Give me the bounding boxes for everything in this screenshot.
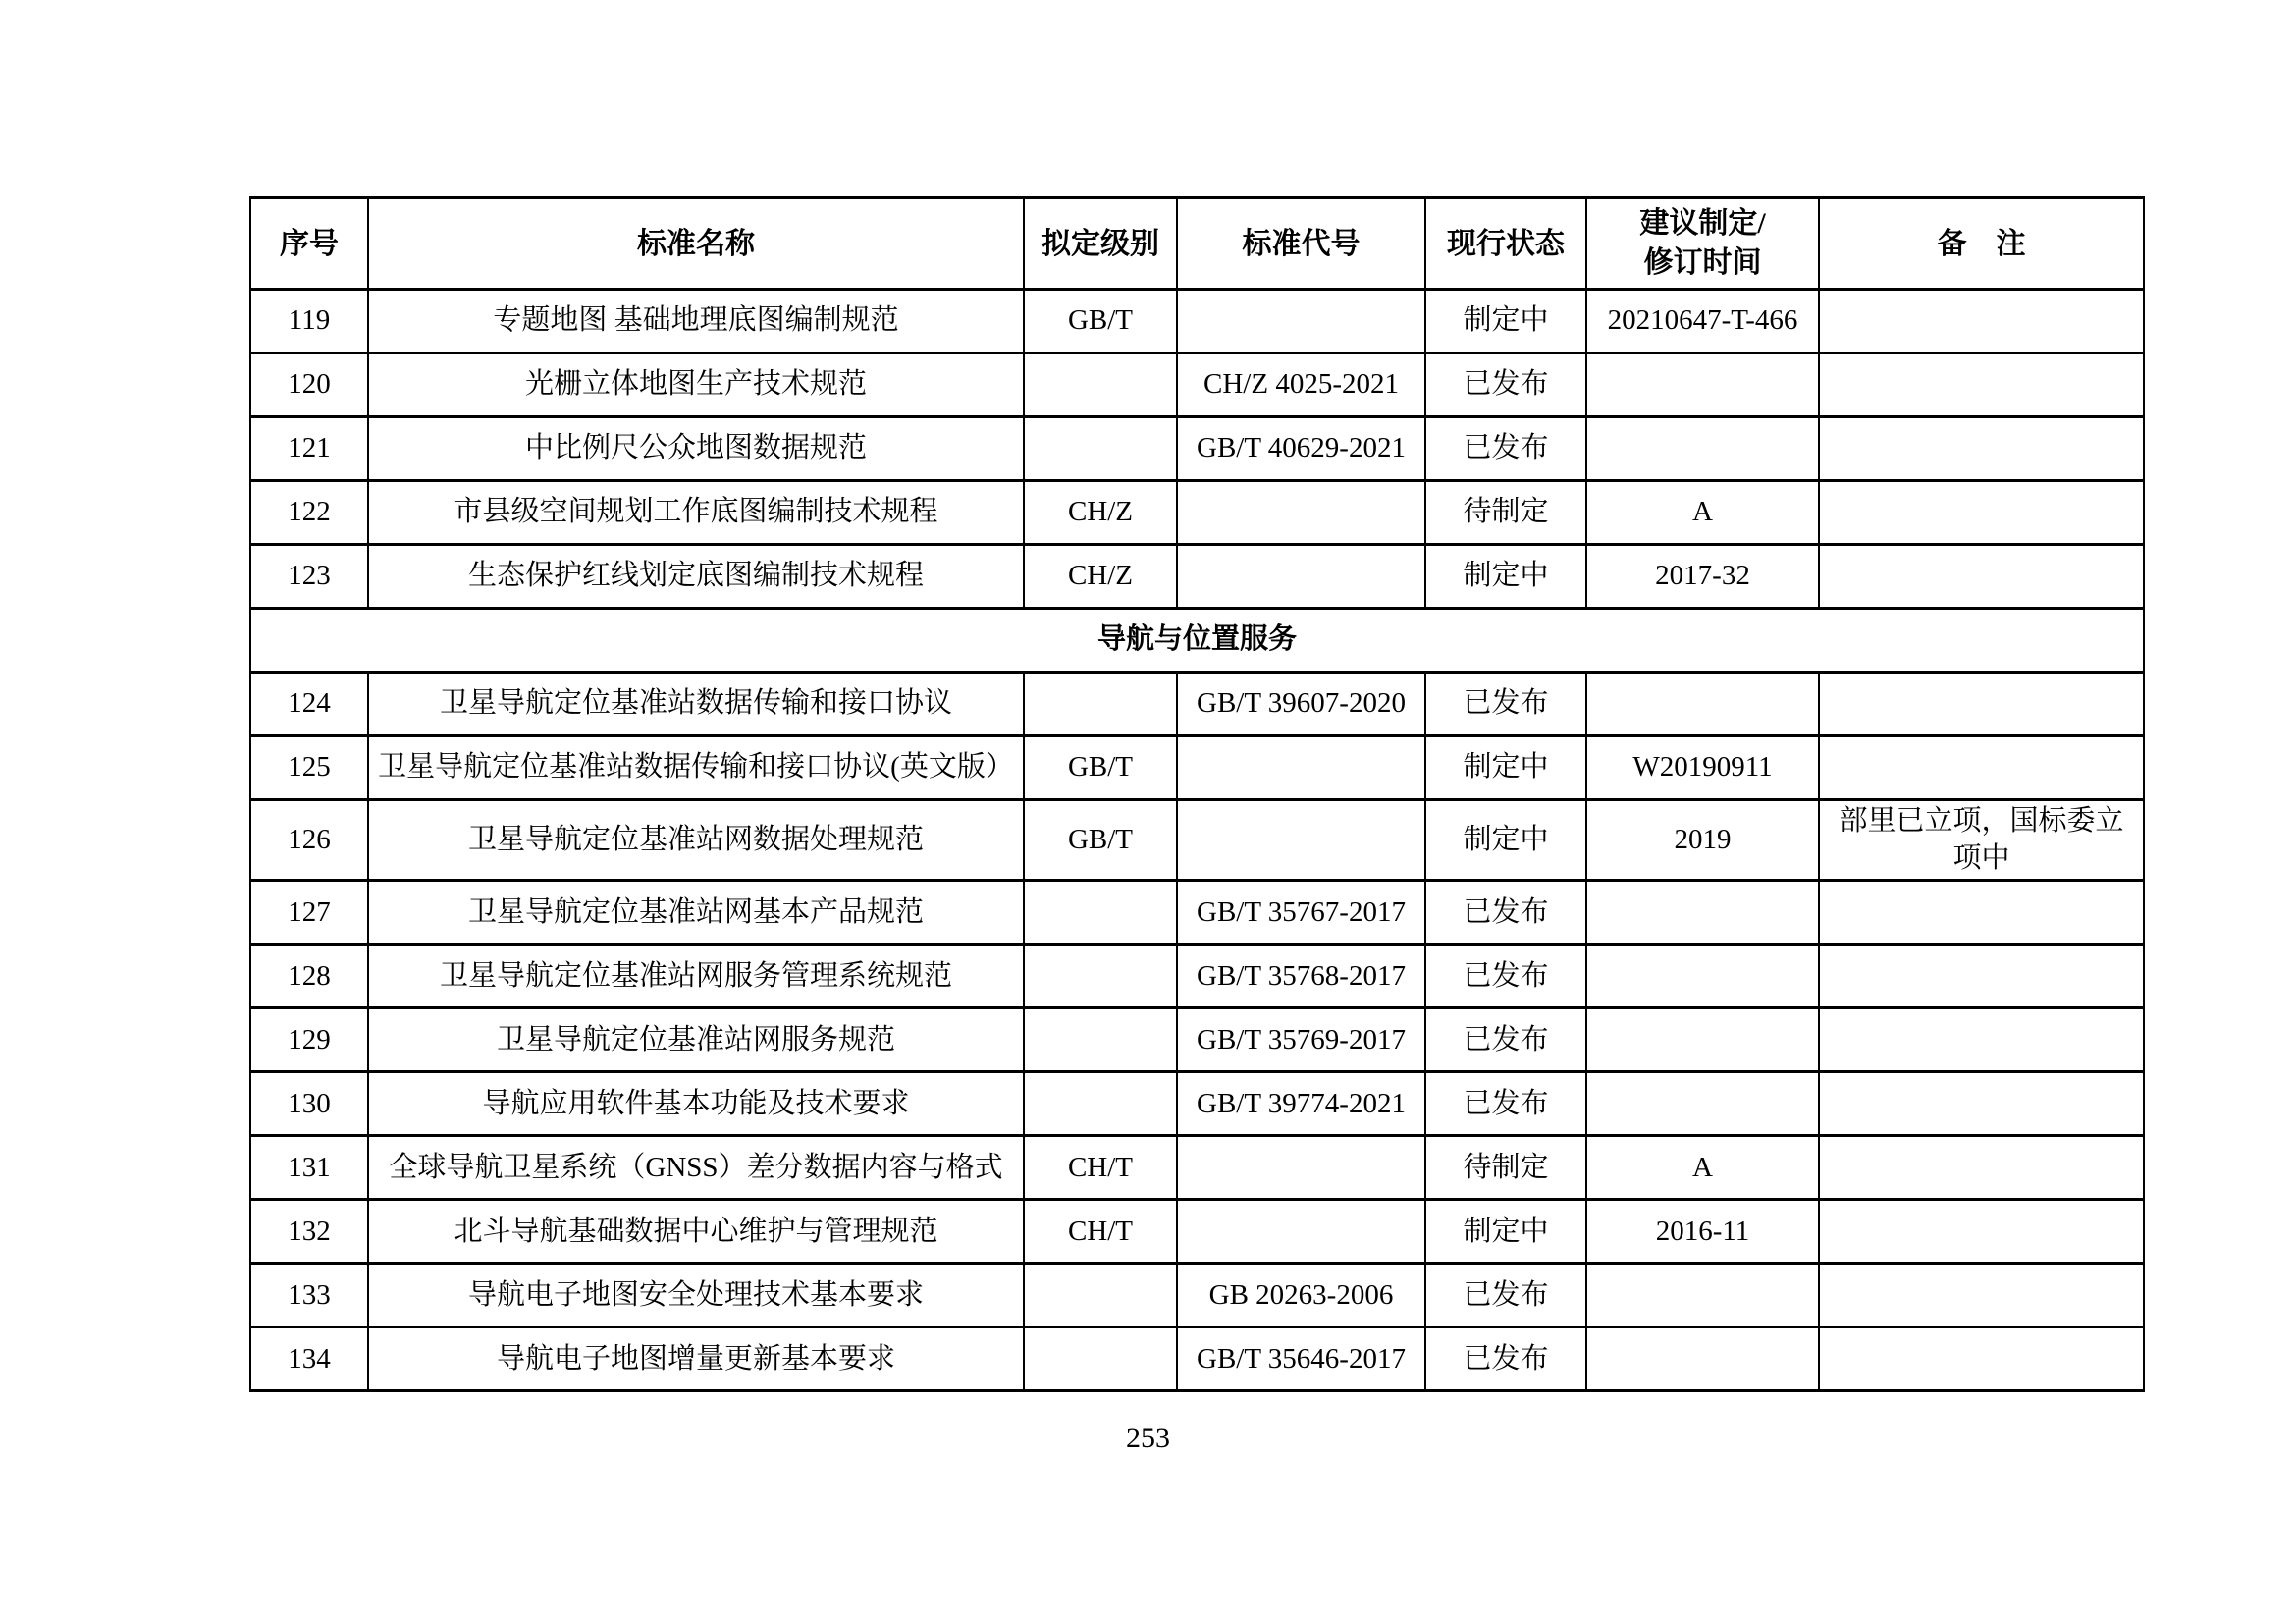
table-row [250, 800, 2144, 881]
cell-code: GB/T 35646-2017 [1177, 1327, 1425, 1391]
cell-level: GB/T [1024, 736, 1177, 800]
cell-seq: 122 [250, 481, 368, 545]
cell-level [1024, 673, 1177, 736]
cell-time [1586, 417, 1819, 481]
header-time [1586, 198, 1819, 290]
cell-status: 已发布 [1425, 1008, 1586, 1072]
cell-level [1024, 945, 1177, 1008]
cell-remark [1819, 1136, 2144, 1200]
cell-status: 制定中 [1425, 800, 1586, 881]
cell-level [1024, 417, 1177, 481]
cell-status: 已发布 [1425, 1327, 1586, 1391]
cell-code: GB/T 35769-2017 [1177, 1008, 1425, 1072]
cell-time [1586, 881, 1819, 945]
cell-remark [1819, 290, 2144, 353]
cell-status: 待制定 [1425, 481, 1586, 545]
cell-time: A [1586, 1136, 1819, 1200]
cell-status: 已发布 [1425, 417, 1586, 481]
cell-name: 导航电子地图安全处理技术基本要求 [368, 1264, 1024, 1327]
cell-time [1586, 945, 1819, 1008]
cell-name: 卫星导航定位基准站数据传输和接口协议(英文版） [368, 736, 1024, 800]
cell-remark: 部里已立项，国标委立项中 [1819, 800, 2144, 881]
cell-level: CH/Z [1024, 481, 1177, 545]
cell-time: 2017-32 [1586, 545, 1819, 609]
cell-code [1177, 1200, 1425, 1264]
cell-name: 卫星导航定位基准站网服务管理系统规范 [368, 945, 1024, 1008]
cell-remark [1819, 1008, 2144, 1072]
cell-level: CH/Z [1024, 545, 1177, 609]
table-row [250, 1072, 2144, 1136]
cell-code: CH/Z 4025-2021 [1177, 353, 1425, 417]
cell-remark [1819, 545, 2144, 609]
cell-level [1024, 881, 1177, 945]
cell-code [1177, 545, 1425, 609]
header-time-line1: 建议制定/ [1639, 206, 1766, 240]
cell-remark [1819, 881, 2144, 945]
cell-remark [1819, 945, 2144, 1008]
cell-remark [1819, 1200, 2144, 1264]
header-row [250, 198, 2144, 290]
cell-level [1024, 1264, 1177, 1327]
cell-name: 全球导航卫星系统（GNSS）差分数据内容与格式 [368, 1136, 1024, 1200]
cell-name: 生态保护红线划定底图编制技术规程 [368, 545, 1024, 609]
cell-code [1177, 290, 1425, 353]
header-time-line2: 修订时间 [1643, 246, 1762, 279]
cell-code [1177, 1136, 1425, 1200]
cell-remark [1819, 673, 2144, 736]
header-remark: 备 注 [1819, 198, 2144, 290]
cell-level [1024, 1327, 1177, 1391]
cell-code: GB/T 39607-2020 [1177, 673, 1425, 736]
cell-time [1586, 1264, 1819, 1327]
cell-code [1177, 736, 1425, 800]
cell-remark [1819, 1072, 2144, 1136]
header-name: 标准名称 [368, 198, 1024, 290]
table-row [250, 481, 2144, 545]
cell-time: A [1586, 481, 1819, 545]
table-row [250, 673, 2144, 736]
table-row [250, 545, 2144, 609]
cell-code: GB 20263-2006 [1177, 1264, 1425, 1327]
table-row [250, 881, 2144, 945]
cell-name: 北斗导航基础数据中心维护与管理规范 [368, 1200, 1024, 1264]
cell-name: 光栅立体地图生产技术规范 [368, 353, 1024, 417]
cell-time [1586, 353, 1819, 417]
table-row [250, 736, 2144, 800]
cell-status: 制定中 [1425, 290, 1586, 353]
cell-status: 制定中 [1425, 545, 1586, 609]
cell-seq: 134 [250, 1327, 368, 1391]
header-status: 现行状态 [1425, 198, 1586, 290]
cell-seq: 132 [250, 1200, 368, 1264]
cell-level: GB/T [1024, 800, 1177, 881]
cell-seq: 119 [250, 290, 368, 353]
table-row [250, 1008, 2144, 1072]
cell-time: W20190911 [1586, 736, 1819, 800]
cell-status: 已发布 [1425, 881, 1586, 945]
cell-name: 卫星导航定位基准站数据传输和接口协议 [368, 673, 1024, 736]
section-row [250, 609, 2144, 673]
cell-status: 待制定 [1425, 1136, 1586, 1200]
table-row [250, 417, 2144, 481]
page-number: 253 [1126, 1422, 1170, 1454]
cell-seq: 123 [250, 545, 368, 609]
cell-remark [1819, 1327, 2144, 1391]
cell-time [1586, 1327, 1819, 1391]
cell-code: GB/T 40629-2021 [1177, 417, 1425, 481]
cell-level [1024, 1072, 1177, 1136]
cell-time [1586, 1008, 1819, 1072]
cell-status: 制定中 [1425, 736, 1586, 800]
cell-code: GB/T 39774-2021 [1177, 1072, 1425, 1136]
cell-seq: 121 [250, 417, 368, 481]
cell-seq: 127 [250, 881, 368, 945]
cell-seq: 126 [250, 800, 368, 881]
table-row [250, 353, 2144, 417]
cell-time [1586, 673, 1819, 736]
cell-status: 已发布 [1425, 945, 1586, 1008]
table-row [250, 1200, 2144, 1264]
cell-time [1586, 1072, 1819, 1136]
section-title: 导航与位置服务 [250, 609, 2144, 673]
cell-seq: 124 [250, 673, 368, 736]
cell-code: GB/T 35767-2017 [1177, 881, 1425, 945]
cell-seq: 130 [250, 1072, 368, 1136]
cell-seq: 120 [250, 353, 368, 417]
table-row [250, 945, 2144, 1008]
cell-name: 卫星导航定位基准站网服务规范 [368, 1008, 1024, 1072]
header-code: 标准代号 [1177, 198, 1425, 290]
cell-name: 导航应用软件基本功能及技术要求 [368, 1072, 1024, 1136]
cell-level [1024, 353, 1177, 417]
header-level: 拟定级别 [1024, 198, 1177, 290]
cell-time: 20210647-T-466 [1586, 290, 1819, 353]
cell-seq: 129 [250, 1008, 368, 1072]
cell-remark [1819, 1264, 2144, 1327]
table-row [250, 1327, 2144, 1391]
cell-remark [1819, 417, 2144, 481]
cell-seq: 133 [250, 1264, 368, 1327]
cell-seq: 128 [250, 945, 368, 1008]
cell-code [1177, 481, 1425, 545]
header-seq: 序号 [250, 198, 368, 290]
cell-status: 已发布 [1425, 1072, 1586, 1136]
cell-name: 导航电子地图增量更新基本要求 [368, 1327, 1024, 1391]
cell-level: GB/T [1024, 290, 1177, 353]
cell-seq: 125 [250, 736, 368, 800]
cell-name: 中比例尺公众地图数据规范 [368, 417, 1024, 481]
cell-status: 制定中 [1425, 1200, 1586, 1264]
cell-level [1024, 1008, 1177, 1072]
cell-remark [1819, 481, 2144, 545]
cell-status: 已发布 [1425, 1264, 1586, 1327]
cell-remark [1819, 353, 2144, 417]
table-row [250, 1264, 2144, 1327]
table-row [250, 1136, 2144, 1200]
cell-status: 已发布 [1425, 353, 1586, 417]
cell-remark [1819, 736, 2144, 800]
cell-name: 卫星导航定位基准站网数据处理规范 [368, 800, 1024, 881]
cell-time: 2016-11 [1586, 1200, 1819, 1264]
cell-level: CH/T [1024, 1200, 1177, 1264]
cell-name: 市县级空间规划工作底图编制技术规程 [368, 481, 1024, 545]
standards-table [249, 196, 2145, 1392]
cell-status: 已发布 [1425, 673, 1586, 736]
cell-level: CH/T [1024, 1136, 1177, 1200]
cell-time: 2019 [1586, 800, 1819, 881]
cell-code [1177, 800, 1425, 881]
table-row [250, 290, 2144, 353]
cell-name: 卫星导航定位基准站网基本产品规范 [368, 881, 1024, 945]
cell-code: GB/T 35768-2017 [1177, 945, 1425, 1008]
cell-name: 专题地图 基础地理底图编制规范 [368, 290, 1024, 353]
cell-seq: 131 [250, 1136, 368, 1200]
